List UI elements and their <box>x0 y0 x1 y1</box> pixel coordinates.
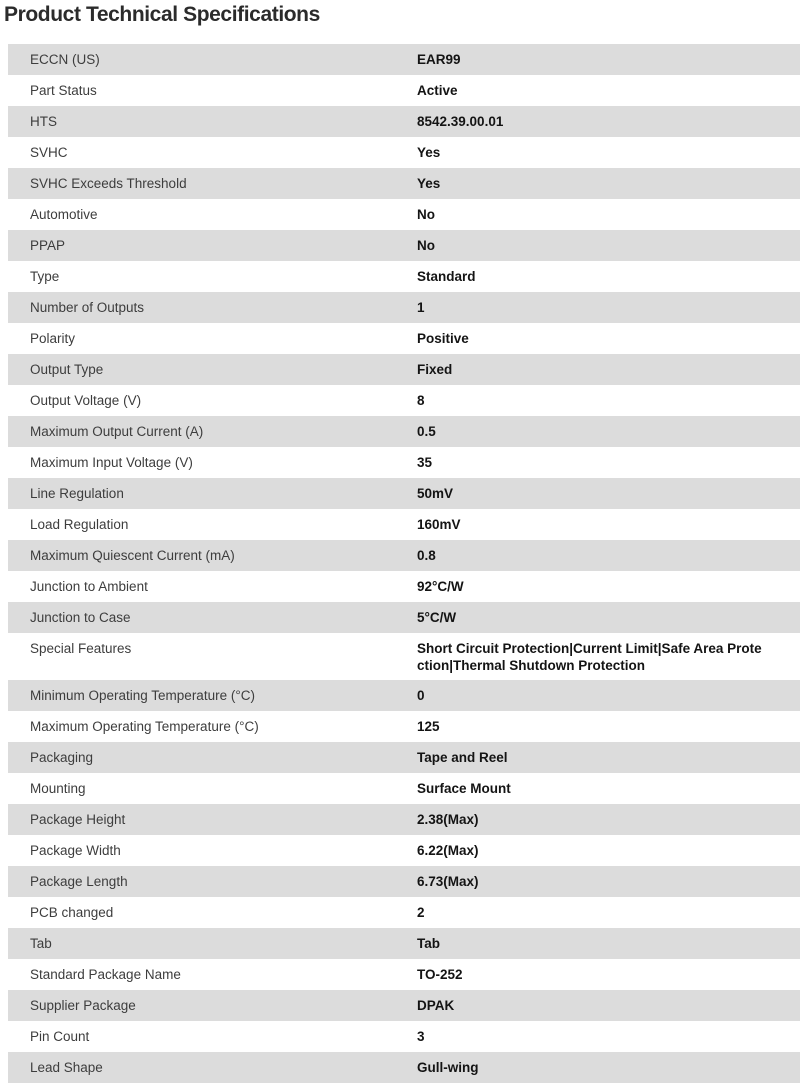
table-row <box>8 990 800 1021</box>
spec-value: 92°C/W <box>417 579 464 594</box>
spec-value: Yes <box>417 176 441 191</box>
table-row <box>8 354 800 385</box>
spec-value: 160mV <box>417 517 461 532</box>
table-row <box>8 773 800 804</box>
spec-label: Polarity <box>30 331 76 346</box>
spec-value: Gull-wing <box>417 1060 479 1075</box>
table-row <box>8 199 800 230</box>
spec-label: Output Type <box>30 362 104 377</box>
spec-label: Maximum Quiescent Current (mA) <box>30 548 235 563</box>
spec-label: SVHC <box>30 145 68 160</box>
table-row <box>8 602 800 633</box>
table-row <box>8 928 800 959</box>
table-row <box>8 711 800 742</box>
spec-value: 0.5 <box>417 424 436 439</box>
spec-value: 1 <box>417 300 425 315</box>
spec-label: Automotive <box>30 207 98 222</box>
spec-label: Lead Shape <box>30 1060 103 1075</box>
spec-value: EAR99 <box>417 52 461 67</box>
table-row <box>8 897 800 928</box>
spec-value: 6.73(Max) <box>417 874 479 889</box>
table-row <box>8 385 800 416</box>
spec-value: 6.22(Max) <box>417 843 479 858</box>
spec-label: Junction to Case <box>30 610 131 625</box>
table-row <box>8 261 800 292</box>
spec-label: Tab <box>30 936 52 951</box>
table-row <box>8 835 800 866</box>
table-row <box>8 633 800 680</box>
spec-value: TO-252 <box>417 967 463 982</box>
table-row <box>8 230 800 261</box>
spec-label: ECCN (US) <box>30 52 100 67</box>
spec-label: Number of Outputs <box>30 300 145 315</box>
spec-label: Type <box>30 269 60 284</box>
spec-label: Supplier Package <box>30 998 136 1013</box>
spec-value: DPAK <box>417 998 455 1013</box>
spec-label: Package Width <box>30 843 121 858</box>
table-row <box>8 959 800 990</box>
spec-label: Line Regulation <box>30 486 124 501</box>
spec-label: Maximum Operating Temperature (°C) <box>30 719 259 734</box>
table-row <box>8 75 800 106</box>
spec-value: 50mV <box>417 486 454 501</box>
spec-label: PCB changed <box>30 905 114 920</box>
spec-label: Part Status <box>30 83 97 98</box>
table-row <box>8 1021 800 1052</box>
spec-value: No <box>417 207 435 222</box>
spec-label: Standard Package Name <box>30 967 181 982</box>
spec-label: HTS <box>30 114 57 129</box>
spec-value: 0 <box>417 688 425 703</box>
table-row <box>8 866 800 897</box>
page-title: Product Technical Specifications <box>4 3 320 26</box>
spec-value: 35 <box>417 455 433 470</box>
spec-label: Package Length <box>30 874 128 889</box>
spec-label: Output Voltage (V) <box>30 393 142 408</box>
spec-label: Special Features <box>30 641 132 656</box>
spec-label: SVHC Exceeds Threshold <box>30 176 187 191</box>
table-row <box>8 804 800 835</box>
spec-label: Maximum Input Voltage (V) <box>30 455 193 470</box>
spec-label: Pin Count <box>30 1029 90 1044</box>
table-row <box>8 1052 800 1083</box>
spec-value: 0.8 <box>417 548 436 563</box>
spec-value: 8 <box>417 393 425 408</box>
spec-value: Surface Mount <box>417 781 511 796</box>
table-row <box>8 106 800 137</box>
spec-label: Maximum Output Current (A) <box>30 424 204 439</box>
table-row <box>8 680 800 711</box>
table-row <box>8 447 800 478</box>
table-row <box>8 416 800 447</box>
spec-value: Active <box>417 83 458 98</box>
spec-label: PPAP <box>30 238 66 253</box>
table-row <box>8 571 800 602</box>
spec-value: 125 <box>417 719 440 734</box>
spec-value: 2.38(Max) <box>417 812 479 827</box>
table-row <box>8 509 800 540</box>
table-row <box>8 323 800 354</box>
spec-label: Mounting <box>30 781 86 796</box>
spec-label: Junction to Ambient <box>30 579 148 594</box>
spec-value: 8542.39.00.01 <box>417 114 504 129</box>
spec-value: Yes <box>417 145 441 160</box>
spec-label: Load Regulation <box>30 517 129 532</box>
table-row <box>8 168 800 199</box>
spec-value: Short Circuit Protection|Current Limit|Safe Area Protection|Thermal Shutdown Protection <box>417 641 762 673</box>
spec-value: Standard <box>417 269 476 284</box>
spec-value: No <box>417 238 435 253</box>
table-row <box>8 44 800 75</box>
spec-value: Fixed <box>417 362 453 377</box>
spec-label: Package Height <box>30 812 126 827</box>
table-row <box>8 742 800 773</box>
table-row <box>8 478 800 509</box>
spec-value: 3 <box>417 1029 425 1044</box>
table-row <box>8 540 800 571</box>
spec-value: Positive <box>417 331 469 346</box>
table-row <box>8 292 800 323</box>
spec-value: Tape and Reel <box>417 750 508 765</box>
spec-table <box>8 44 800 1083</box>
table-row <box>8 137 800 168</box>
spec-value: 2 <box>417 905 425 920</box>
spec-label: Minimum Operating Temperature (°C) <box>30 688 255 703</box>
spec-value: 5°C/W <box>417 610 457 625</box>
spec-value: Tab <box>417 936 440 951</box>
spec-label: Packaging <box>30 750 94 765</box>
